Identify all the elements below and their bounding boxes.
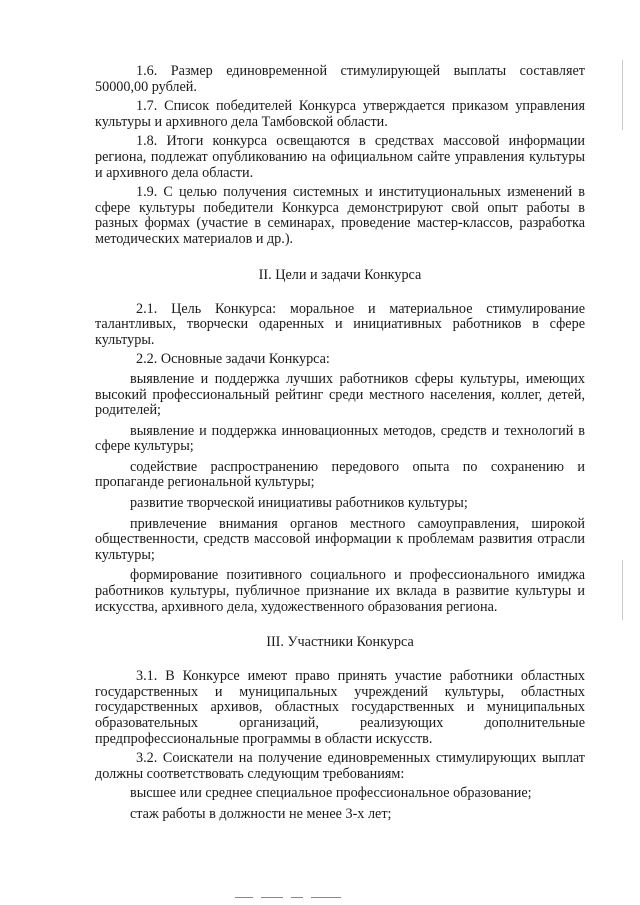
list-item: формирование позитивного социального и профессионального имиджа работников культуры, публичное признание их вклада в развитие культуры и искусства, архивного дела, художественного образования региона. (95, 567, 585, 615)
paragraph-1-6: 1.6. Размер единовременной стимулирующей выплаты составляет 50000,00 рублей. (95, 63, 585, 95)
document-page (95, 64, 585, 828)
list-item: развитие творческой инициативы работников культуры; (130, 495, 468, 512)
list-item: выявление и поддержка инновационных методов, средств и технологий в сфере культуры; (95, 422, 585, 455)
list-item: привлечение внимания органов местного самоуправления, широкой общественности, средств массовой информации к проблемам развития отрасли культуры; (95, 515, 585, 563)
section-heading-goals: II. Цели и задачи Конкурса (258, 266, 422, 283)
scan-edge-mark (622, 60, 623, 130)
list-item: содействие распространению передового опыта по сохранению и пропаганде региональной культуры; (95, 458, 585, 491)
section-heading-participants: III. Участники Конкурса (266, 634, 414, 651)
list-item: стаж работы в должности не менее 3-х лет; (130, 805, 392, 822)
list-item: выявление и поддержка лучших работников сферы культуры, имеющих высокий профессиональный рейтинг среди местного населения, коллег, детей, родителей; (95, 370, 585, 419)
paragraph-1-7: 1.7. Список победителей Конкурса утверждается приказом управления культуры и архивного дела Тамбовской области. (95, 98, 585, 130)
scan-footer-marks (235, 897, 345, 899)
list-item: высшее или среднее специальное профессиональное образование; (130, 785, 532, 802)
paragraph-3-2: 3.2. Соискатели на получение единовременных стимулирующих выплат должны соответствовать следующим требованиям: (95, 750, 585, 782)
scan-edge-mark (622, 560, 623, 620)
paragraph-3-1: 3.1. В Конкурсе имеют право принять участие работники областных государственных и муниципальных учреждений культуры, областных государственных архивов, областных государственных и муниципальных образовательных организаций, реализующих дополнительные предпрофессиональные программы в области искусств. (95, 668, 585, 747)
paragraph-1-8: 1.8. Итоги конкурса освещаются в средствах массовой информации региона, подлежат опубликованию на официальном сайте управления культуры и архивного дела области. (95, 133, 585, 181)
paragraph-2-2: 2.2. Основные задачи Конкурса: (136, 351, 330, 368)
paragraph-2-1: 2.1. Цель Конкурса: моральное и материальное стимулирование талантливых, творчески одаренных и инициативных работников в сфере культуры. (95, 300, 585, 348)
paragraph-1-9: 1.9. С целью получения системных и институциональных изменений в сфере культуры победители Конкурса демонстрируют свой опыт работы в разных формах (участие в семинарах, проведение мастер-классов, разработка методических материалов и др.). (95, 184, 585, 247)
